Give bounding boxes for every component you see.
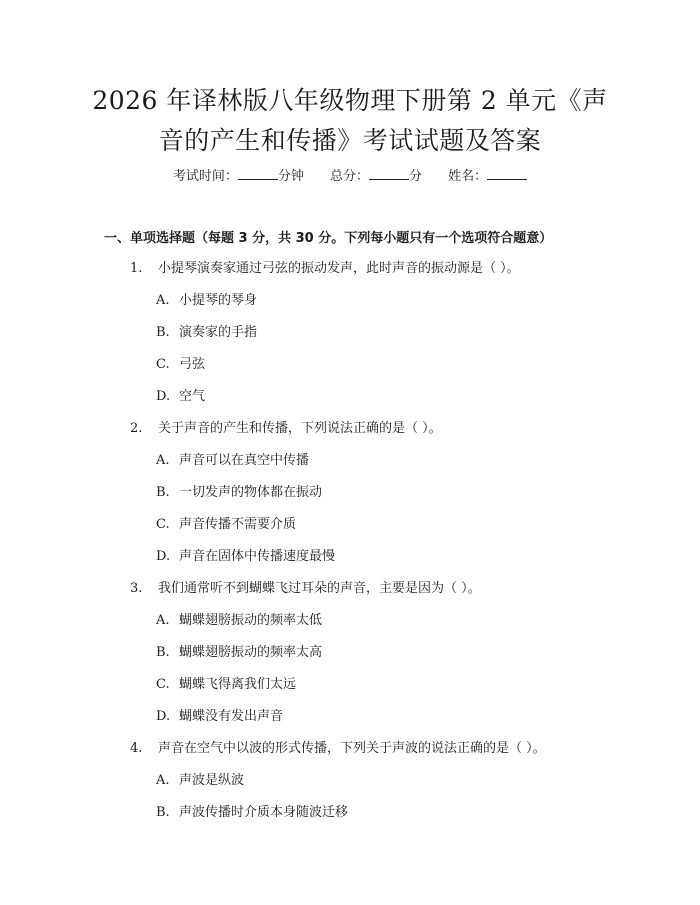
option-letter: B. <box>156 485 170 500</box>
student-name-label: 姓名： <box>448 169 488 184</box>
option-text: 蝴蝶没有发出声音 <box>179 709 284 724</box>
exam-info-row <box>0 166 700 188</box>
exam-time-blank <box>238 166 278 180</box>
exam-time-unit: 分钟 <box>277 169 304 184</box>
question-3-option-d <box>156 706 283 728</box>
page-title-line-2: 音的产生和传播》考试试题及答案 <box>158 126 542 155</box>
question-number: 4. <box>130 741 143 756</box>
question-stem: 声音在空气中以波的形式传播，下列关于声波的说法正确的是（ ）。 <box>158 741 546 756</box>
question-stem: 小提琴演奏家通过弓弦的振动发声，此时声音的振动源是（ ）。 <box>158 261 520 276</box>
student-name-field <box>448 166 527 188</box>
option-text: 一切发声的物体都在振动 <box>179 485 323 500</box>
question-2-option-a <box>156 450 309 472</box>
question-number: 2. <box>130 421 143 436</box>
option-text: 弓弦 <box>179 357 206 372</box>
option-text: 空气 <box>179 389 206 404</box>
question-4-option-b <box>156 802 348 824</box>
question-3 <box>130 578 481 600</box>
option-letter: D. <box>156 549 171 564</box>
question-3-option-b <box>156 642 322 664</box>
exam-time-field <box>173 166 304 188</box>
question-2-option-d <box>156 546 335 568</box>
option-text: 蝴蝶翅膀振动的频率太高 <box>179 645 323 660</box>
question-1-option-a <box>156 290 257 312</box>
question-4 <box>130 738 546 760</box>
option-text: 演奏家的手指 <box>179 325 258 340</box>
option-letter: A. <box>156 773 170 788</box>
question-stem: 我们通常听不到蝴蝶飞过耳朵的声音，主要是因为（ ）。 <box>158 581 481 596</box>
option-letter: A. <box>156 453 170 468</box>
option-letter: C. <box>156 517 170 532</box>
option-text: 小提琴的琴身 <box>179 293 258 308</box>
option-letter: A. <box>156 613 170 628</box>
question-3-option-a <box>156 610 322 632</box>
question-stem: 关于声音的产生和传播，下列说法正确的是（ ）。 <box>158 421 442 436</box>
question-2-option-b <box>156 482 322 504</box>
option-text: 声音在固体中传播速度最慢 <box>179 549 336 564</box>
option-letter: C. <box>156 357 170 372</box>
question-4-option-a <box>156 770 244 792</box>
option-text: 声波传播时介质本身随波迁移 <box>179 805 349 820</box>
question-number: 1. <box>130 261 143 276</box>
question-1-option-d <box>156 386 205 408</box>
option-text: 声音可以在真空中传播 <box>179 453 310 468</box>
question-1-option-b <box>156 322 257 344</box>
question-number: 3. <box>130 581 143 596</box>
question-2 <box>130 418 442 440</box>
section-heading-single-choice: 一、单项选择题（每题 3 分，共 30 分。下列每小题只有一个选项符合题意） <box>104 231 553 246</box>
total-score-blank <box>369 166 409 180</box>
option-text: 蝴蝶飞得离我们太远 <box>179 677 297 692</box>
question-1 <box>130 258 520 280</box>
option-letter: B. <box>156 325 170 340</box>
option-text: 声音传播不需要介质 <box>179 517 297 532</box>
option-letter: C. <box>156 677 170 692</box>
question-3-option-c <box>156 674 296 696</box>
page-title-line-1: 2026 年译林版八年级物理下册第 2 单元《声 <box>92 86 608 115</box>
total-score-field <box>330 166 422 188</box>
option-letter: B. <box>156 805 170 820</box>
total-score-unit: 分 <box>409 169 423 184</box>
option-text: 声波是纵波 <box>179 773 245 788</box>
option-letter: A. <box>156 293 170 308</box>
option-text: 蝴蝶翅膀振动的频率太低 <box>179 613 323 628</box>
student-name-blank <box>487 166 527 180</box>
exam-time-label: 考试时间： <box>172 169 238 184</box>
option-letter: D. <box>156 709 171 724</box>
option-letter: B. <box>156 645 170 660</box>
option-letter: D. <box>156 389 171 404</box>
question-2-option-c <box>156 514 296 536</box>
total-score-label: 总分： <box>329 169 369 184</box>
question-1-option-c <box>156 354 205 376</box>
